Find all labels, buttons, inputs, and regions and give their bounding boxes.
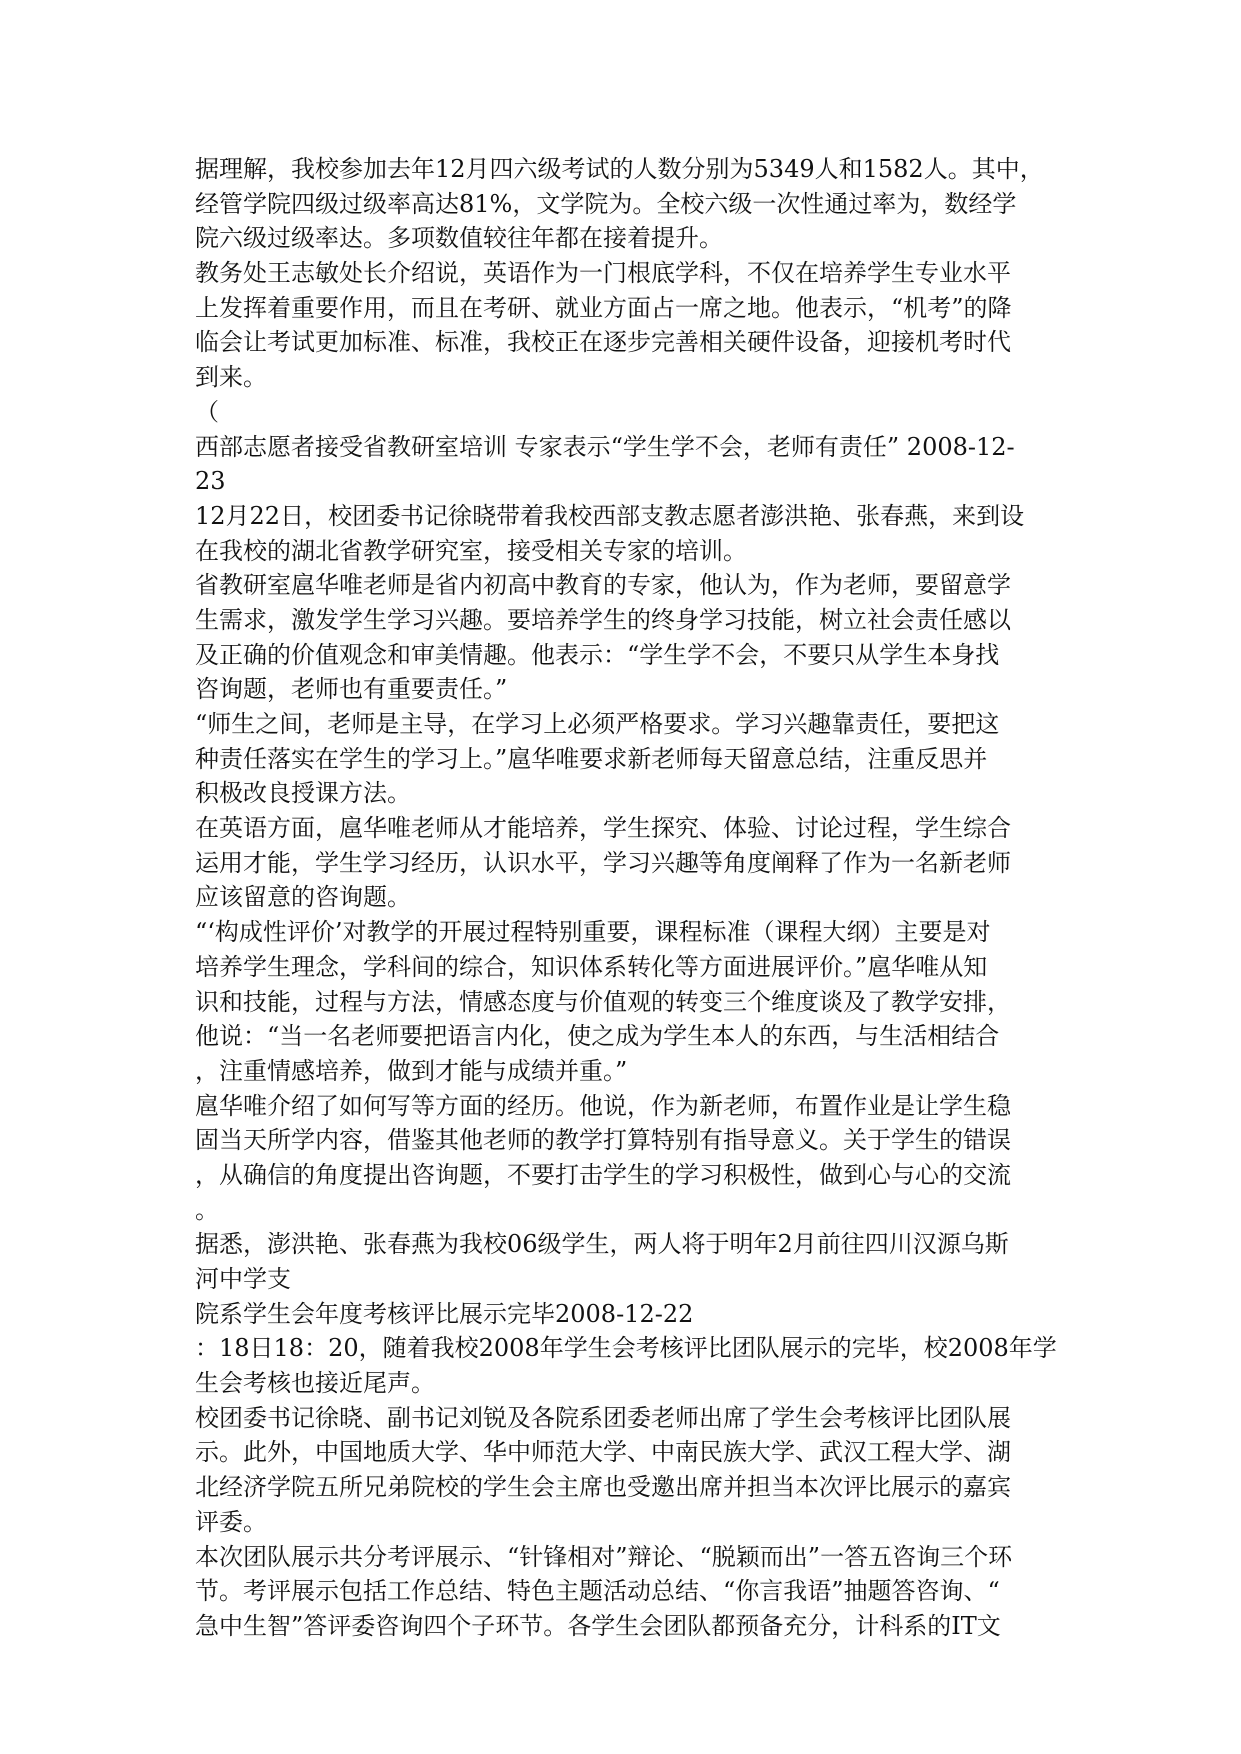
- text-line: 12月22日，校团委书记徐晓带着我校西部支教志愿者澎洪艳、张春燕，来到设: [195, 501, 1025, 530]
- text-line: 据悉，澎洪艳、张春燕为我校06级学生，两人将于明年2月前往四川汉源乌斯: [195, 1230, 1009, 1259]
- text-line: 扈华唯介绍了如何写等方面的经历。他说，作为新老师，布置作业是让学生稳: [195, 1091, 1011, 1120]
- text-line: 种责任落实在学生的学习上。”扈华唯要求新老师每天留意总结，注重反思并: [195, 744, 988, 773]
- text-line: 本次团队展示共分考评展示、“针锋相对”辩论、“脱颖而出”一答五咨询三个环: [195, 1542, 1013, 1571]
- text-line: 他说：“当一名老师要把语言内化，使之成为学生本人的东西，与生活相结合: [195, 1022, 1000, 1051]
- text-line: 固当天所学内容，借鉴其他老师的教学打算特别有指导意义。关于学生的错误: [195, 1126, 1011, 1155]
- text-line: 节。考评展示包括工作总结、特色主题活动总结、“你言我语”抽题答咨询、“: [195, 1577, 1000, 1606]
- article-title: 西部志愿者接受省教研室培训 专家表示“学生学不会，老师有责任” 2008-12-: [195, 432, 1015, 461]
- text-line: ，从确信的角度提出咨询题，不要打击学生的学习积极性，做到心与心的交流: [195, 1160, 1011, 1189]
- text-line: 生需求，激发学生学习兴趣。要培养学生的终身学习技能，树立社会责任感以: [195, 605, 1011, 634]
- text-line: 及正确的价值观念和审美情趣。他表示：“学生学不会，不要只从学生本身找: [195, 640, 1000, 669]
- text-line: 咨询题，老师也有重要责任。”: [195, 675, 508, 704]
- document-body: [195, 152, 1055, 1644]
- text-line: 识和技能，过程与方法，情感态度与价值观的转变三个维度谈及了教学安排，: [195, 987, 1011, 1016]
- text-line: 临会让考试更加标准、标准，我校正在逐步完善相关硬件设备，迎接机考时代: [195, 328, 1011, 357]
- text-line: 运用才能，学生学习经历，认识水平，学习兴趣等角度阐释了作为一名新老师: [195, 848, 1011, 877]
- text-line: “‘构成性评价’对教学的开展过程特别重要，课程标准（课程大纲）主要是对: [195, 918, 991, 947]
- text-line: 北经济学院五所兄弟院校的学生会主席也受邀出席并担当本次评比展示的嘉宾: [195, 1473, 1011, 1502]
- text-line: 培养学生理念，学科间的综合，知识体系转化等方面进展评价。”扈华唯从知: [195, 952, 988, 981]
- text-line: 。: [195, 1195, 219, 1224]
- text-line: “师生之间，老师是主导，在学习上必须严格要求。学习兴趣靠责任，要把这: [195, 710, 1000, 738]
- text-line: 河中学支: [195, 1265, 291, 1293]
- text-line: 在我校的湖北省教学研究室，接受相关专家的培训。: [195, 536, 747, 565]
- text-line: ，注重情感培养，做到才能与成绩并重。”: [195, 1056, 628, 1085]
- text-line: 到来。: [195, 363, 267, 392]
- text-line: 省教研室扈华唯老师是省内初高中教育的专家，他认为，作为老师，要留意学: [195, 571, 1011, 600]
- text-line: 教务处王志敏处长介绍说，英语作为一门根底学科，不仅在培养学生专业水平: [195, 259, 1011, 288]
- text-line: 评委。: [195, 1507, 267, 1536]
- text-line: 生会考核也接近尾声。: [195, 1369, 435, 1398]
- text-line: 据理解，我校参加去年12月四六级考试的人数分别为5349人和1582人。其中，: [195, 155, 1044, 183]
- text-line: 示。此外，中国地质大学、华中师范大学、中南民族大学、武汉工程大学、湖: [195, 1438, 1011, 1467]
- text-line: 在英语方面，扈华唯老师从才能培养，学生探究、体验、讨论过程，学生综合: [195, 814, 1011, 843]
- article-title: 院系学生会年度考核评比展示完毕2008-12-22: [195, 1299, 694, 1328]
- text-line: 经管学院四级过级率高达81%，文学院为。全校六级一次性通过率为，数经学: [195, 189, 1017, 218]
- text-line: ：18日18：20，随着我校2008年学生会考核评比团队展示的完毕，校2008年学: [195, 1334, 1057, 1363]
- text-line: 上发挥着重要作用，而且在考研、就业方面占一席之地。他表示，“机考”的降: [195, 293, 1012, 322]
- text-line: 院六级过级率达。多项数值较往年都在接着提升。: [195, 224, 723, 253]
- text-line: （: [195, 397, 219, 426]
- article-date: 23: [195, 467, 226, 496]
- text-line: 急中生智”答评委咨询四个子环节。各学生会团队都预备充分，计科系的IT文: [195, 1611, 1001, 1640]
- text-line: 积极改良授课方法。: [195, 779, 411, 808]
- text-line: 校团委书记徐晓、副书记刘锐及各院系团委老师出席了学生会考核评比团队展: [195, 1403, 1011, 1432]
- text-line: 应该留意的咨询题。: [195, 883, 411, 912]
